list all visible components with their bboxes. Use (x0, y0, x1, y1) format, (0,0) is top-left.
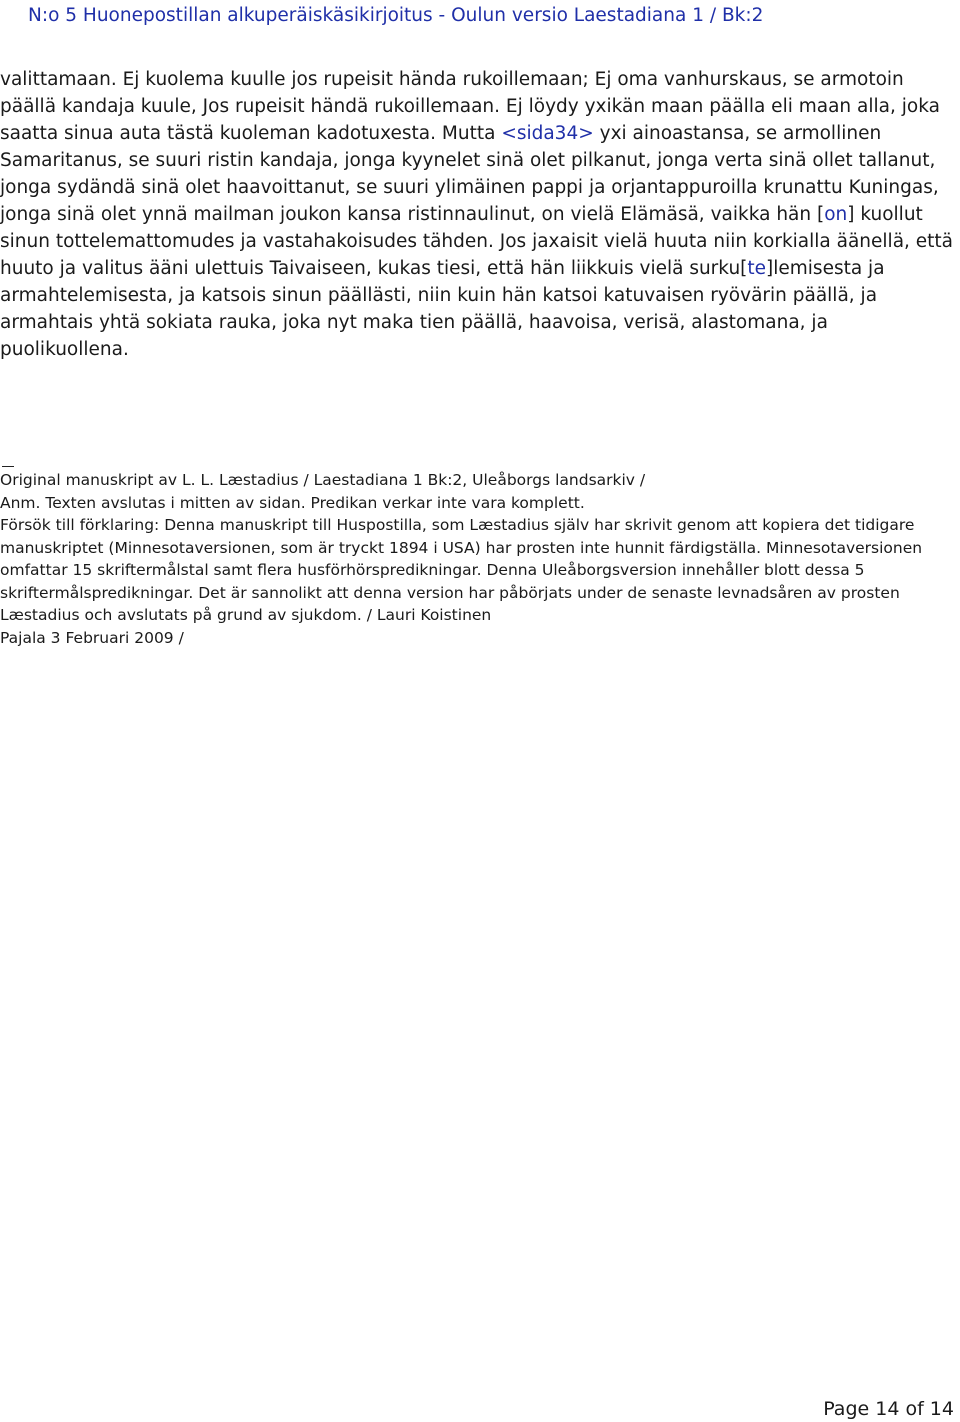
place-date-note: Pajala 3 Februari 2009 / (0, 628, 184, 647)
body-text-part-3: ] kuollut sinun tottelemattomudes ja vastahakoisudes tähden. Jos jaxaisit vielä huuta niin korkialla äänellä, että huuto ja valitus ääni ulettuis Taivaiseen, kukas tiesi, että hän liikkuis vielä surku[ (0, 204, 954, 279)
body-text-part-2: yxi ainoastansa, se armollinen Samaritanus, se suuri ristin kandaja, jonga kyynelet sinä olet pilkanut, jonga verta sinä ollet tallanut, jonga sydändä sinä olet haavoittanut, se suuri ylimäinen pappi ja orjantappuroilla krunattu Kuningas, jonga sinä olet ynnä mailman joukon kansa ristinnaulinut, on vielä Elämäsä, vaikka hän [ (0, 123, 939, 225)
editorial-insertion-te: te (747, 258, 767, 279)
sermon-paragraph (0, 66, 958, 363)
annotation-note: Anm. Texten avslutas i mitten av sidan. Predikan verkar inte vara komplett. (0, 493, 585, 512)
body-text-part-4: ]lemisesta ja armahtelemisesta, ja katsois sinun päällästi, niin kuin hän katsoi katuvaisen ryövärin päällä, ja armahtais yhtä sokiata rauka, joka nyt maka tien päällä, haavoisa, verisä, alastomana, ja puolikuollena. (0, 258, 885, 360)
body-text-part-1: valittamaan. Ej kuolema kuulle jos rupeisit hända rukoillemaan; Ej oma vanhurskaus, se armotoin päällä kandaja kuule, Jos rupeisit händä rukoillemaan. Ej löydy yxikän maan päälla eli maan alla, joka saatta sinua auta tästä kuoleman kadotuxesta. Mutta (0, 69, 940, 144)
footnote-separator (2, 466, 14, 467)
editorial-notes (0, 469, 958, 649)
page-marker: <sida34> (501, 123, 594, 144)
sermon-body-text (0, 66, 958, 363)
document-header-title: N:o 5 Huonepostillan alkuperäiskäsikirjoitus - Oulun versio Laestadiana 1 / Bk:2 (28, 5, 764, 26)
explanation-note: Försök till förklaring: Denna manuskript till Huspostilla, som Læstadius själv har skrivit genom att kopiera det tidigare manuskriptet (Minnesotaversionen, som är tryckt 1894 i USA) har prosten inte hunnit färdigställa. Minnesotaversionen omfattar 15 skriftermålstal samt flera husförhörspredikningar. Denna Uleåborgsversion innehåller blott dessa 5 skriftermålspredikningar. Det är sannolikt att denna version har påbörjats under de senaste levnadsåren av prosten Læstadius och avslutats på grund av sjukdom. / Lauri Koistinen (0, 516, 923, 624)
editorial-insertion-on: on (824, 204, 848, 225)
page-number: Page 14 of 14 (823, 1398, 954, 1420)
original-manuscript-note: Original manuskript av L. L. Læstadius / Laestadiana 1 Bk:2, Uleåborgs landsarkiv / (0, 471, 646, 489)
